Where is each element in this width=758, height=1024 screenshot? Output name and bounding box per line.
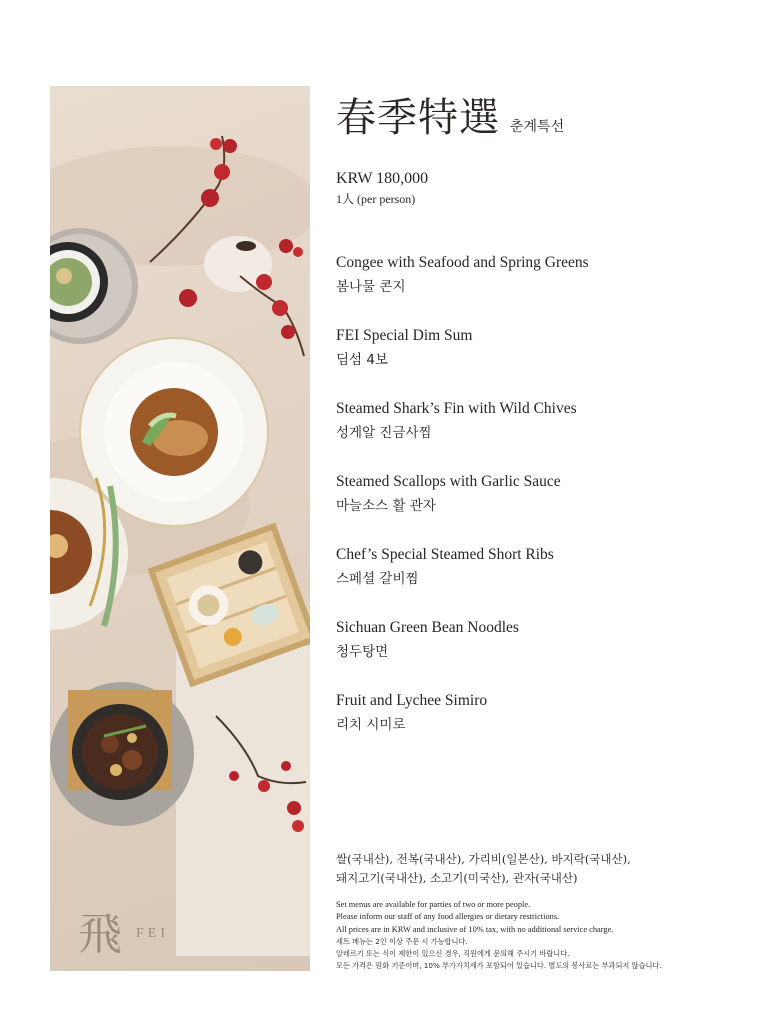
course-item [336, 472, 736, 545]
course-name-ko: 청두탕면 [336, 644, 389, 660]
course-name-ko: 성게알 진금사찜 [336, 425, 432, 441]
course-name-ko: 딤섬 4보 [336, 352, 389, 368]
course-list [336, 253, 736, 764]
course-name-en: Steamed Shark’s Fin with Wild Chives [336, 400, 577, 417]
shark-fin-plate [80, 338, 268, 526]
fei-logo [78, 898, 169, 962]
course-name-en: Chef’s Special Steamed Short Ribs [336, 546, 554, 563]
note-line-ko: 세트 메뉴는 2인 이상 주문 시 가능합니다. [336, 936, 468, 946]
course-item [336, 399, 736, 472]
ingredient-origin [336, 850, 736, 888]
fei-logo-mark: 飛 [78, 909, 122, 960]
course-name-ko: 스페셜 갈비찜 [336, 571, 419, 587]
course-name-en: Fruit and Lychee Simiro [336, 692, 488, 709]
course-name-ko: 리치 시미로 [336, 717, 406, 733]
course-name-en: FEI Special Dim Sum [336, 327, 473, 344]
menu-title-korean: 춘계특선 [510, 119, 565, 135]
menu-price-per-person: 1人 (per person) [336, 192, 416, 206]
course-name-en: Steamed Scallops with Garlic Sauce [336, 473, 561, 490]
course-name-ko: 마늘소스 활 관자 [336, 498, 436, 514]
menu-title [336, 96, 736, 140]
note-line-en: Please inform our staff of any food allergies or dietary restrictions. [336, 912, 560, 922]
menu-title-cjk: 春季特選 [336, 95, 500, 141]
food-photo [50, 86, 310, 971]
ingredient-origin-line: 돼지고기(국내산), 소고기(미국산), 관자(국내산) [336, 871, 578, 885]
menu-column [336, 96, 736, 764]
ingredient-origin-line: 쌀(국내산), 전복(국내산), 가리비(일본산), 바지락(국내산), [336, 852, 631, 866]
course-item [336, 253, 736, 326]
menu-price: KRW 180,000 [336, 170, 429, 187]
course-item [336, 691, 736, 764]
course-name-en: Congee with Seafood and Spring Greens [336, 254, 589, 271]
short-rib-pot [50, 682, 194, 826]
course-item [336, 545, 736, 618]
note-line-ko: 알레르기 또는 식이 제한이 있으신 경우, 직원에게 문의해 주시기 바랍니다. [336, 949, 570, 959]
note-line-en: All prices are in KRW and inclusive of 10% tax, with no additional service charge. [336, 924, 614, 934]
paper-sheet [176, 646, 310, 956]
course-name-en: Sichuan Green Bean Noodles [336, 619, 519, 636]
course-name-ko: 봄나물 콘지 [336, 279, 406, 295]
menu-notes [336, 899, 746, 973]
note-line-ko: 모든 가격은 원화 기준이며, 10% 부가가치세가 포함되어 있습니다. 별도의 봉사료는 부과되지 않습니다. [336, 961, 662, 971]
course-item [336, 326, 736, 399]
food-illustration [50, 86, 310, 971]
note-line-en: Set menus are available for parties of two or more people. [336, 900, 531, 909]
course-item [336, 618, 736, 691]
fei-logo-word: FEI [136, 926, 169, 941]
